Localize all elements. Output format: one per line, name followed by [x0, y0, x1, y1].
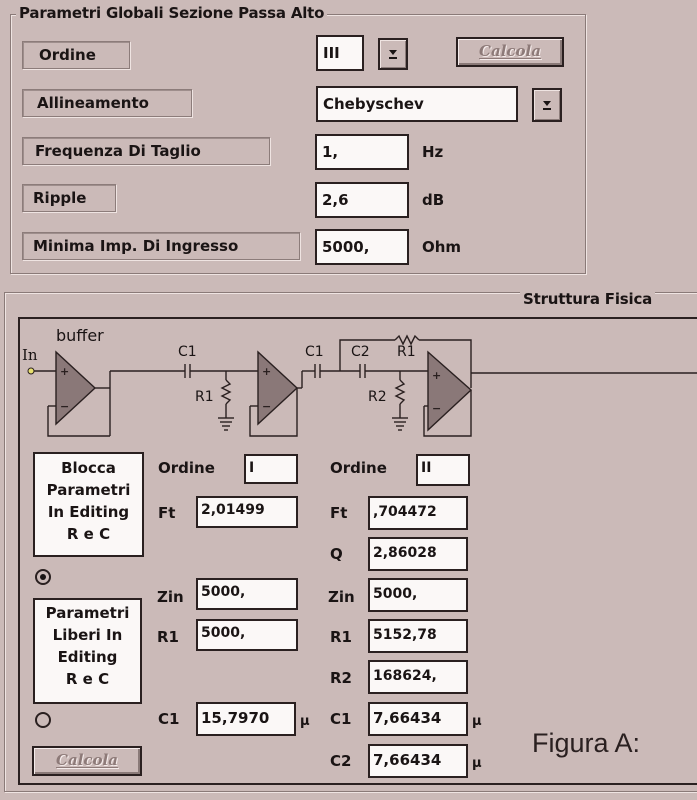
figure-caption: Figura A: [532, 728, 641, 758]
schematic-stage2-c1-label: C1 [305, 344, 324, 360]
svg-text:−: − [432, 402, 442, 415]
svg-text:−: − [60, 400, 70, 413]
mode-locked-line-4: R e C [66, 525, 111, 543]
s2-ordine-input[interactable]: II [416, 454, 470, 486]
mode-locked-radio[interactable] [35, 569, 51, 585]
s2-r1-input[interactable]: 5152,78 [368, 619, 468, 653]
ordine-select[interactable]: III [316, 35, 364, 71]
mode-free-line-1: Parametri [45, 604, 130, 622]
s1-ft-label: Ft [158, 504, 176, 522]
s2-ordine-label: Ordine [330, 459, 387, 477]
s2-q-input[interactable]: 2,86028 [368, 537, 468, 571]
allineamento-label: Allineamento [22, 89, 192, 117]
s2-zin-input[interactable]: 5000, [368, 578, 468, 612]
min-imp-label: Minima Imp. Di Ingresso [22, 232, 300, 260]
ordine-dropdown-button[interactable] [378, 38, 408, 70]
s1-ordine-label: Ordine [158, 459, 215, 477]
mode-locked-line-1: Blocca [61, 459, 116, 477]
s2-c2-input[interactable]: 7,66434 [368, 744, 468, 778]
global-params-title: Parametri Globali Sezione Passa Alto [16, 4, 327, 22]
allineamento-dropdown-button[interactable] [532, 88, 562, 122]
mode-locked-box[interactable] [33, 452, 144, 557]
svg-text:+: + [60, 365, 70, 378]
schematic-stage2-r2-label: R2 [368, 389, 387, 405]
s1-c1-unit: µ [300, 714, 310, 729]
schematic-in-label: In [22, 346, 38, 364]
s2-c1-label: C1 [330, 710, 352, 728]
s1-zin-label: Zin [157, 588, 184, 606]
mode-locked-line-3: In Editing [47, 503, 130, 521]
s1-r1-input[interactable]: 5000, [196, 619, 298, 651]
s2-r1-label: R1 [330, 628, 352, 646]
ordine-label: Ordine [22, 41, 130, 69]
schematic-stage1-r1-label: R1 [195, 389, 214, 405]
dropdown-arrow-icon [541, 98, 553, 112]
s2-q-label: Q [330, 545, 343, 563]
frequenza-label: Frequenza Di Taglio [22, 137, 270, 165]
schematic-stage2-r1-label: R1 [397, 344, 416, 360]
mode-free-box[interactable] [33, 598, 142, 704]
min-imp-input[interactable]: 5000, [315, 229, 409, 265]
s1-ft-input[interactable]: 2,01499 [196, 496, 298, 528]
s2-ft-input[interactable]: ,704472 [368, 496, 468, 530]
s2-c2-label: C2 [330, 752, 352, 770]
structure-title: Struttura Fisica [520, 290, 655, 308]
s2-r2-input[interactable]: 168624, [368, 660, 468, 694]
s1-c1-input[interactable]: 15,7970 [196, 702, 296, 736]
filter-schematic [18, 318, 697, 448]
s2-r2-label: R2 [330, 669, 352, 687]
mode-free-line-2: Liberi In [52, 626, 123, 644]
s2-c1-input[interactable]: 7,66434 [368, 702, 468, 736]
allineamento-select[interactable]: Chebyschev [316, 86, 518, 122]
mode-free-line-4: R e C [65, 670, 110, 688]
calcola-global-button[interactable]: Calcola [456, 37, 564, 67]
frequenza-input[interactable]: 1, [315, 134, 409, 170]
schematic-buffer-label: buffer [56, 326, 104, 345]
mode-free-radio[interactable] [35, 712, 51, 728]
schematic-stage1-c1-label: C1 [178, 344, 197, 360]
s2-c1-unit: µ [472, 714, 482, 729]
calcola-structure-button[interactable]: Calcola [32, 746, 142, 776]
svg-text:−: − [262, 400, 272, 413]
s1-c1-label: C1 [158, 710, 180, 728]
frequenza-unit: Hz [422, 143, 444, 161]
min-imp-unit: Ohm [422, 238, 462, 256]
s2-zin-label: Zin [328, 588, 355, 606]
mode-free-line-3: Editing [57, 648, 118, 666]
ripple-label: Ripple [22, 184, 116, 212]
ripple-unit: dB [422, 191, 445, 209]
s1-r1-label: R1 [157, 628, 179, 646]
ripple-input[interactable]: 2,6 [315, 182, 409, 218]
s1-ordine-input[interactable]: I [244, 454, 298, 484]
svg-text:+: + [262, 365, 272, 378]
s1-zin-input[interactable]: 5000, [196, 578, 298, 610]
s2-c2-unit: µ [472, 756, 482, 771]
dropdown-arrow-icon [387, 47, 399, 61]
s2-ft-label: Ft [330, 504, 348, 522]
svg-text:+: + [432, 369, 442, 382]
mode-locked-line-2: Parametri [46, 481, 131, 499]
schematic-stage2-c2-label: C2 [351, 344, 370, 360]
